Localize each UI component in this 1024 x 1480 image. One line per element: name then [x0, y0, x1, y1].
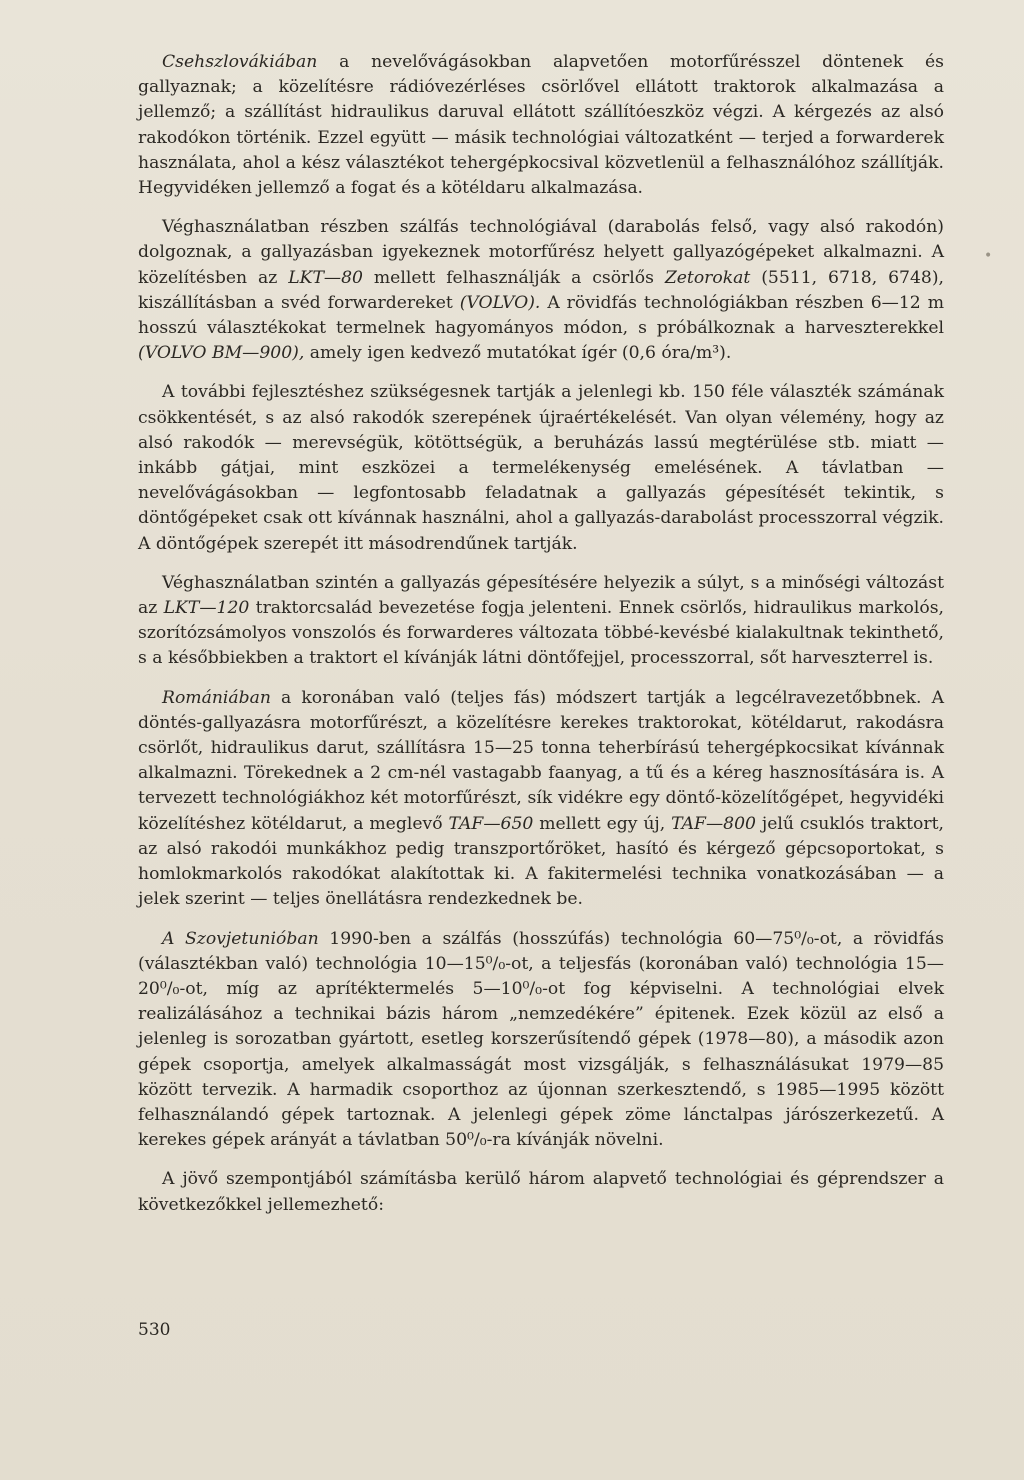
- italic-text-run: LKT—80: [288, 267, 363, 288]
- text-run: mellett egy új,: [533, 813, 672, 834]
- paragraph-romania: [138, 686, 944, 913]
- text-run: (5511, 6718, 6748), kiszállításban a svéd forwardereket: [138, 267, 945, 313]
- paragraph-czechoslovakia: [138, 50, 944, 201]
- italic-text-run: TAF—800: [671, 813, 756, 834]
- text-run: Véghasználatban részben szálfás technológiával (darabolás felső, vagy alsó rakodón) dolgoznak, a gallyazásban igyekeznek motorfűrész helyett gallyazógépeket alkalmazni. A közelítésben az: [138, 217, 944, 288]
- margin-speck: •: [984, 248, 993, 264]
- text-run: A jövő szempontjából számításba kerülő három alapvető technológiai és géprendszer a következőkkel jellemezhető:: [138, 1169, 944, 1215]
- text-column: [138, 50, 944, 1218]
- text-run: A rövidfás technológiákban részben 6—12 m hosszú választékokat termelnek hagyományos módon, s próbálkoznak a harveszterekkel: [138, 292, 944, 339]
- italic-text-run: A Szovjetunióban: [162, 928, 319, 949]
- paragraph-final-cutting-lkt: [138, 571, 944, 672]
- text-run: a koronában való (teljes fás) módszert tartják a legcélravezetőbbnek. A döntés-gallyazásra motorfűrészt, a közelítésre kerekes traktorokat, kötéldarut, rakodásra csörlőt, hidraulikus darut, szállításra 15—25 tonna teherbírású tehergépkocsikat kívánnak alkalmazni. Törekednek a 2 cm-nél vastagabb faanyag, a tű és a kéreg hasznosítására is. A tervezett technológiákhoz két motorfűrészt, sík vidékre egy döntő-közelítőgépet, hegyvidéki közelítéshez kötéldarut, a meglevő: [138, 687, 944, 834]
- text-run: jelű csuklós traktort, az alsó rakodói munkákhoz pedig transzportőröket, hasító és kérgező gépcsoportokat, s homlokmarkolós rakodókat alakítottak ki. A fakitermelési technika vonatkozásában — a jelek szerint — teljes önellátásra rendezkednek be.: [138, 813, 944, 910]
- text-run: a nevelővágásokban alapvetően motorfűrésszel döntenek és gallyaznak; a közelítésre rádióvezérléses csörlővel ellátott traktorok alkalmazása a jellemző; a szállítást hidraulikus daruval ellátott szállítóeszköz végzi. A kérgezés az alsó rakodókon történik. Ezzel együtt — másik technológiai változatként — terjed a forwarderek használata, ahol a kész választékot tehergépkocsival közvetlenül a felhasználóhoz szállítják. Hegyvidéken jellemző a fogat és a kötéldaru alkalmazása.: [138, 52, 944, 199]
- italic-text-run: Csehszlovákiában: [162, 52, 318, 72]
- italic-text-run: LKT—120: [163, 598, 250, 619]
- italic-text-run: (VOLVO BM—900),: [138, 343, 305, 364]
- italic-text-run: TAF—650: [448, 813, 534, 834]
- text-run: amely igen kedvező mutatókat ígér (0,6 óra/m³).: [304, 343, 732, 364]
- italic-text-run: Zetorokat: [664, 267, 751, 288]
- text-run: mellett felhasználják a csörlős: [362, 267, 665, 288]
- paragraph-soviet-union: [138, 927, 944, 1154]
- paragraph-future: [138, 1167, 944, 1217]
- italic-text-run: Romániában: [162, 687, 271, 708]
- text-run: 1990-ben a szálfás (hosszúfás) technológia 60—75⁰/₀-ot, a rövidfás (választékban való) technológia 10—15⁰/₀-ot, a teljesfás (koronában való) technológia 15—20⁰/₀-ot, míg az aprítéktermelés 5—10⁰/₀-ot fog képviselni. A technológiai elvek realizálásához a technikai bázis három „nemzedékére” épitenek. Ezek közül az első a jelenleg is sorozatban gyártott, esetleg korszerűsítendő gépek (1978—80), a második azon gépek csoportja, amelyek alkalmasságát most vizsgálják, s felhasználásukat 1979—85 között tervezik. A harmadik csoporthoz az újonnan szerkesztendő, s 1985—1995 között felhasználandó gépek tartoznak. A jelenlegi gépek zöme lánctalpas járószerkezetű. A kerekes gépek arányát a távlatban 50⁰/₀-ra kívánják növelni.: [138, 928, 944, 1151]
- paragraph-final-cutting-czech: [138, 215, 944, 366]
- paragraph-development: [138, 380, 944, 556]
- text-run: Véghasználatban szintén a gallyazás gépesítésére helyezik a súlyt, s a minőségi változást az: [138, 572, 944, 619]
- text-run: traktorcsalád bevezetése fogja jelenteni. Ennek csörlős, hidraulikus markolós, szorítózsámolyos vonszolós és forwarderes változata többé-kevésbé kialakultnak tekinthető, s a későbbiekben a traktort el kívánják látni döntőfejjel, processzorral, sőt harveszterrel is.: [138, 598, 944, 669]
- text-run: A további fejlesztéshez szükségesnek tartják a jelenlegi kb. 150 féle választék számának csökkentését, s az alsó rakodók szerepének újraértékelését. Van olyan vélemény, hogy az alsó rakodók — merevségük, kötöttségük, a beruházás lassú megtérülése stb. miatt — inkább gátjai, mint eszközei a termelékenység emelésének. A távlatban — nevelővágásokban — legfontosabb feladatnak a gallyazás gépesítését tekintik, s döntőgépeket csak ott kívánnak használni, ahol a gallyazás-darabolást processzorral végzik. A döntőgépek szerepét itt másodrendűnek tartják.: [138, 382, 944, 554]
- page-number: 530: [138, 1320, 171, 1340]
- italic-text-run: (VOLVO).: [459, 292, 541, 313]
